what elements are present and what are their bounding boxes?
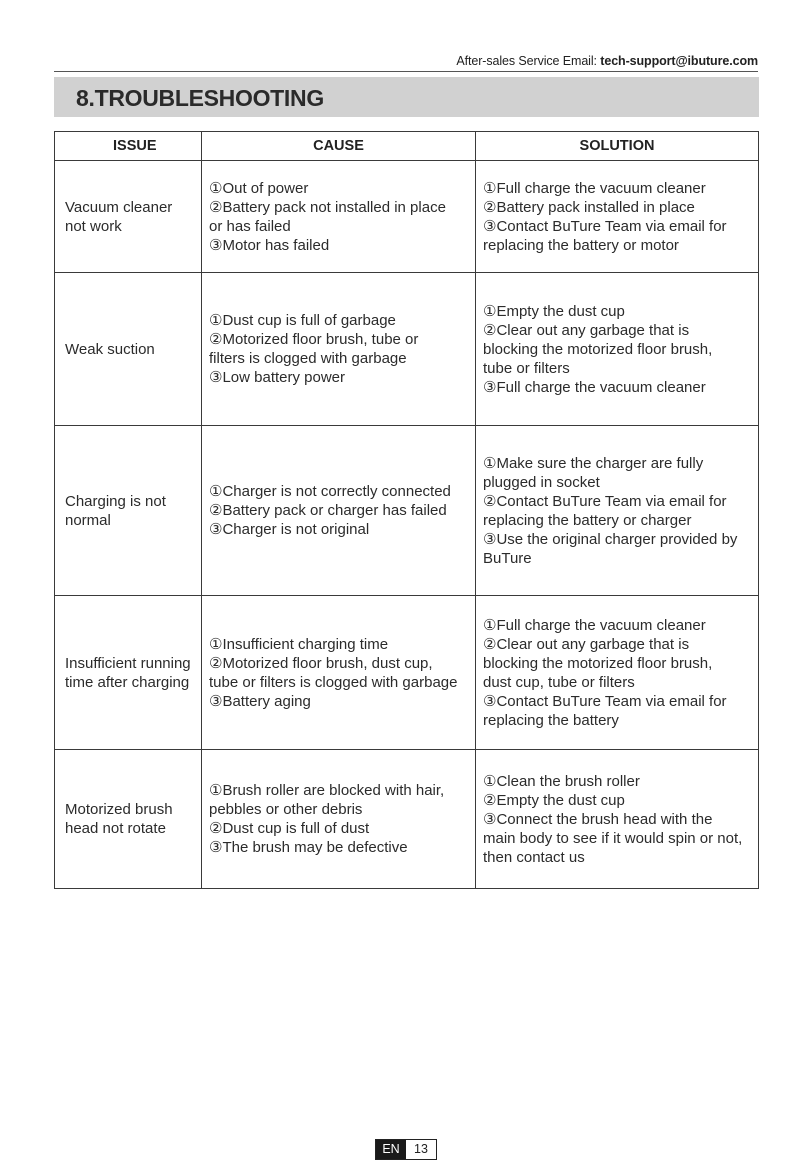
solution-line: blocking the motorized floor brush, xyxy=(483,340,713,358)
solution-line: ②Battery pack installed in place xyxy=(483,198,695,216)
issue-line: Vacuum cleaner xyxy=(65,198,173,216)
issue-line: time after charging xyxy=(65,673,190,691)
solution-line: ③Contact BuTure Team via email for xyxy=(483,217,727,235)
issue-cell xyxy=(55,426,202,596)
issue-cell xyxy=(55,596,202,750)
solution-line: ①Full charge the vacuum cleaner xyxy=(483,616,706,634)
email-label: After-sales Service Email: xyxy=(456,54,601,68)
cause-line: ①Out of power xyxy=(209,179,309,197)
issue-line: Insufficient running xyxy=(65,654,191,672)
issue-cell xyxy=(55,161,202,273)
table-row xyxy=(55,750,759,889)
cause-cell xyxy=(202,273,476,426)
solution-line: ②Empty the dust cup xyxy=(483,791,625,809)
section-title: 8.TROUBLESHOOTING xyxy=(76,85,324,111)
cause-line: ③Low battery power xyxy=(209,369,346,386)
table-row xyxy=(55,161,759,273)
cause-line: ①Dust cup is full of garbage xyxy=(209,312,396,329)
solution-line: ②Clear out any garbage that is xyxy=(483,635,690,653)
column-header-issue: ISSUE xyxy=(55,132,202,161)
column-header-solution: SOLUTION xyxy=(476,132,759,161)
issue-line: Motorized brush xyxy=(65,801,173,818)
issue-line: Weak suction xyxy=(65,340,155,358)
header-divider xyxy=(54,71,758,72)
issue-cell xyxy=(55,273,202,426)
cause-line: ③The brush may be defective xyxy=(209,839,408,856)
after-sales-email xyxy=(456,54,758,68)
solution-line: dust cup, tube or filters xyxy=(483,673,635,691)
table-header-row xyxy=(55,132,759,161)
solution-cell xyxy=(476,596,759,750)
solution-line: ②Clear out any garbage that is xyxy=(483,321,690,339)
solution-cell xyxy=(476,750,759,889)
table-row xyxy=(55,273,759,426)
cause-line: ②Battery pack or charger has failed xyxy=(209,502,447,519)
cause-line: ②Dust cup is full of dust xyxy=(209,820,370,837)
issue-line: Charging is not xyxy=(65,492,166,510)
solution-line: blocking the motorized floor brush, xyxy=(483,654,713,672)
cause-cell xyxy=(202,161,476,273)
table-row xyxy=(55,426,759,596)
solution-line: ①Full charge the vacuum cleaner xyxy=(483,179,706,197)
solution-line: replacing the battery or charger xyxy=(483,511,692,529)
solution-line: replacing the battery xyxy=(483,711,619,729)
solution-line: ③Contact BuTure Team via email for xyxy=(483,692,727,710)
solution-cell xyxy=(476,161,759,273)
solution-line: replacing the battery or motor xyxy=(483,236,679,254)
solution-line: tube or filters xyxy=(483,359,570,377)
cause-line: ②Battery pack not installed in place xyxy=(209,198,446,216)
issue-cell xyxy=(55,750,202,889)
solution-line: then contact us xyxy=(483,848,585,866)
solution-line: ①Make sure the charger are fully xyxy=(483,454,704,472)
page-footer xyxy=(375,1139,437,1160)
cause-line: ①Charger is not correctly connected xyxy=(209,483,451,500)
solution-line: BuTure xyxy=(483,549,532,567)
cause-line: ②Motorized floor brush, dust cup, xyxy=(209,654,433,672)
column-header-cause: CAUSE xyxy=(202,132,476,161)
solution-line: ③Full charge the vacuum cleaner xyxy=(483,378,706,396)
cause-line: ①Brush roller are blocked with hair, xyxy=(209,782,445,799)
solution-cell xyxy=(476,273,759,426)
cause-line: ②Motorized floor brush, tube or xyxy=(209,331,419,348)
cause-line: ③Motor has failed xyxy=(209,236,330,254)
cause-cell xyxy=(202,426,476,596)
solution-cell xyxy=(476,426,759,596)
cause-line: pebbles or other debris xyxy=(209,801,363,818)
section-heading-bar xyxy=(54,77,759,117)
cause-line: ③Charger is not original xyxy=(209,521,370,538)
solution-line: ③Use the original charger provided by xyxy=(483,530,738,548)
issue-line: head not rotate xyxy=(65,820,166,837)
table-row xyxy=(55,596,759,750)
solution-line: ①Empty the dust cup xyxy=(483,302,625,320)
solution-line: ③Connect the brush head with the xyxy=(483,810,713,828)
cause-line: filters is clogged with garbage xyxy=(209,350,407,367)
cause-line: ③Battery aging xyxy=(209,692,311,710)
issue-line: normal xyxy=(65,511,111,529)
solution-line: plugged in socket xyxy=(483,473,600,491)
cause-cell xyxy=(202,596,476,750)
email-address: tech-support@ibuture.com xyxy=(600,54,758,68)
issue-line: not work xyxy=(65,217,122,235)
solution-line: ②Contact BuTure Team via email for xyxy=(483,492,727,510)
troubleshooting-table xyxy=(54,131,759,889)
cause-line: tube or filters is clogged with garbage xyxy=(209,673,458,691)
cause-line: or has failed xyxy=(209,217,291,235)
language-badge: EN xyxy=(376,1140,406,1159)
cause-cell xyxy=(202,750,476,889)
page-number: 13 xyxy=(406,1140,436,1159)
solution-line: main body to see if it would spin or not, xyxy=(483,829,743,847)
solution-line: ①Clean the brush roller xyxy=(483,772,640,790)
cause-line: ①Insufficient charging time xyxy=(209,635,389,653)
